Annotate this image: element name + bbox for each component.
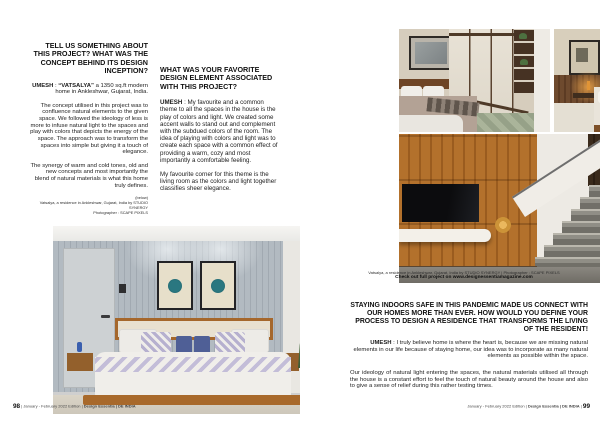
intro-rest: a 1350 sq.ft modern home in Ankleshwar, Gujarat, India. bbox=[55, 82, 148, 96]
caption-line-2: Photographer : SCAPE PIXELS bbox=[93, 209, 148, 215]
art-print bbox=[415, 42, 447, 64]
wood-bed-base bbox=[594, 125, 600, 132]
door-handle bbox=[101, 315, 110, 318]
concept-paragraph: The concept utilised in this project was to confluence natural elements to the given space. We followed the ideology of less is more to infuse natural light to the spaces and play with colors that depicts the energy of the space. The approach was to transform the spaces into simple but giving it a touch of elegance. bbox=[30, 102, 148, 156]
white-sheet bbox=[399, 115, 463, 132]
white-wall bbox=[534, 29, 550, 132]
page-footer-left bbox=[13, 403, 136, 410]
duvet bbox=[95, 352, 291, 398]
ideology-paragraph: Our ideology of natural light entering the spaces, the natural materials utilised all through the house is a constant effort to feel the touch of natural beauty around the house and also to give a sense of relief during this rather testing times. bbox=[350, 369, 588, 390]
television bbox=[402, 184, 479, 222]
wardrobe-cornice bbox=[449, 33, 514, 36]
magazine-page-right bbox=[300, 0, 600, 424]
wall-art-right bbox=[200, 261, 236, 310]
project-title: “VATSALYA” bbox=[58, 82, 94, 89]
photo-caption-left bbox=[30, 196, 148, 215]
footer-brand: Design Essentia | DE INDIA bbox=[83, 403, 136, 409]
speaker-name: UMESH bbox=[32, 82, 54, 89]
caption-credits: Vatsalya, a residence in Ankleshwar, Gujarat, India by STUDIO SYNERGY | Photographer : SCAPE PIXELS bbox=[368, 270, 560, 275]
living-room-stairs-photo bbox=[399, 134, 600, 283]
art-circle bbox=[211, 279, 225, 293]
duvet-chevron-band bbox=[95, 357, 291, 372]
bed bbox=[594, 87, 600, 132]
bedroom-photo bbox=[53, 226, 332, 414]
pandemic-question-heading: STAYING INDOORS SAFE IN THIS PANDEMIC MADE US CONNECT WITH OUR HOMES MORE THAN EVER. HOW WOULD YOU DEFINE YOUR PROCESS TO DESIGN A RESIDENCE THAT TRANSFORMS THE LIVING OF THE RESIDENT! bbox=[350, 301, 588, 334]
shelf-plant bbox=[519, 33, 527, 39]
switch-plate bbox=[119, 284, 126, 293]
stair-step bbox=[589, 185, 600, 197]
page-footer-right bbox=[467, 403, 590, 410]
favorite-corner-paragraph: My favourite corner for this theme is the living room as the colors and light together classifies sheer elegance. bbox=[160, 171, 277, 193]
left-column-2 bbox=[160, 66, 282, 200]
page-number: 98 bbox=[13, 403, 21, 410]
round-wall-light bbox=[495, 217, 511, 233]
framed-art bbox=[409, 36, 453, 70]
table-lamp bbox=[587, 81, 590, 90]
stair-step bbox=[571, 209, 600, 221]
stair-step bbox=[544, 245, 600, 257]
home-heart-rest: : I truly believe home is where the heart is, because we are missing natural elements in our life because of staying home, our idea was to incorporate as many natural elements as possible within the space. bbox=[353, 339, 588, 360]
caption-promo: Check out full project on www.designessentiamagazine.com bbox=[395, 275, 533, 280]
wardrobe-room-photo bbox=[399, 29, 550, 132]
tile-floor bbox=[477, 113, 534, 132]
intro-separator: : bbox=[53, 82, 59, 89]
footer-text: | January - February 2022 Edition | bbox=[20, 403, 84, 409]
left-column-1 bbox=[30, 42, 148, 216]
caption-line-1: Vatsalya, a residence in Ankleshwar, Gujarat, India by STUDIO SYNERGY bbox=[39, 200, 148, 211]
intro-paragraph bbox=[30, 83, 148, 96]
favorite-paragraph bbox=[160, 99, 282, 164]
footer-brand: Design Essentia | DE INDIA bbox=[527, 403, 580, 409]
question-heading-2: WHAT WAS YOUR FAVORITE DESIGN ELEMENT ASSOCIATED WITH THIS PROJECT? bbox=[160, 65, 273, 91]
bedroom-corner-photo bbox=[554, 29, 600, 132]
art-print bbox=[576, 48, 588, 62]
shelf-plant bbox=[520, 59, 528, 65]
tv-console bbox=[399, 229, 491, 242]
speaker-name: UMESH bbox=[370, 339, 392, 346]
nightstand-left bbox=[67, 353, 93, 371]
floor bbox=[554, 103, 594, 132]
stair-step bbox=[553, 233, 600, 245]
display-shelf bbox=[514, 29, 534, 93]
photo-caption-right bbox=[340, 270, 588, 281]
wall-art-left bbox=[157, 261, 193, 310]
blanket-pattern bbox=[426, 97, 479, 116]
stair-step bbox=[562, 221, 600, 233]
caption-tag: (below) bbox=[135, 195, 148, 201]
synergy-paragraph: The synergy of warm and cold tones, old and new concepts and most importantly the blend of natural materials is what this home truly defines. bbox=[30, 162, 148, 189]
question-heading-1: TELL US SOMETHING ABOUT THIS PROJECT? WHAT WAS THE CONCEPT BEHIND ITS DESIGN INCEPTION? bbox=[33, 41, 148, 76]
favorite-rest: : My favourite and a common theme to all the spaces in the house is the play of colors and light. We created some accent walls to stand out and complement with the subdued colors of the room. The idea of playing with colors and light was to create each space with a common effect of providing a warm, cozy and most importantly a comfortable feeling. bbox=[160, 99, 278, 164]
ceiling bbox=[53, 226, 332, 241]
footer-text: January - February 2022 Edition | bbox=[467, 403, 528, 409]
page-number: 99 bbox=[582, 403, 590, 410]
home-heart-paragraph bbox=[350, 340, 588, 360]
framed-art bbox=[569, 40, 600, 75]
blue-vase bbox=[77, 342, 82, 352]
speaker-name: UMESH bbox=[160, 99, 183, 107]
stair-step bbox=[580, 197, 600, 209]
art-circle bbox=[168, 279, 182, 293]
footer-separator: | bbox=[579, 403, 583, 409]
